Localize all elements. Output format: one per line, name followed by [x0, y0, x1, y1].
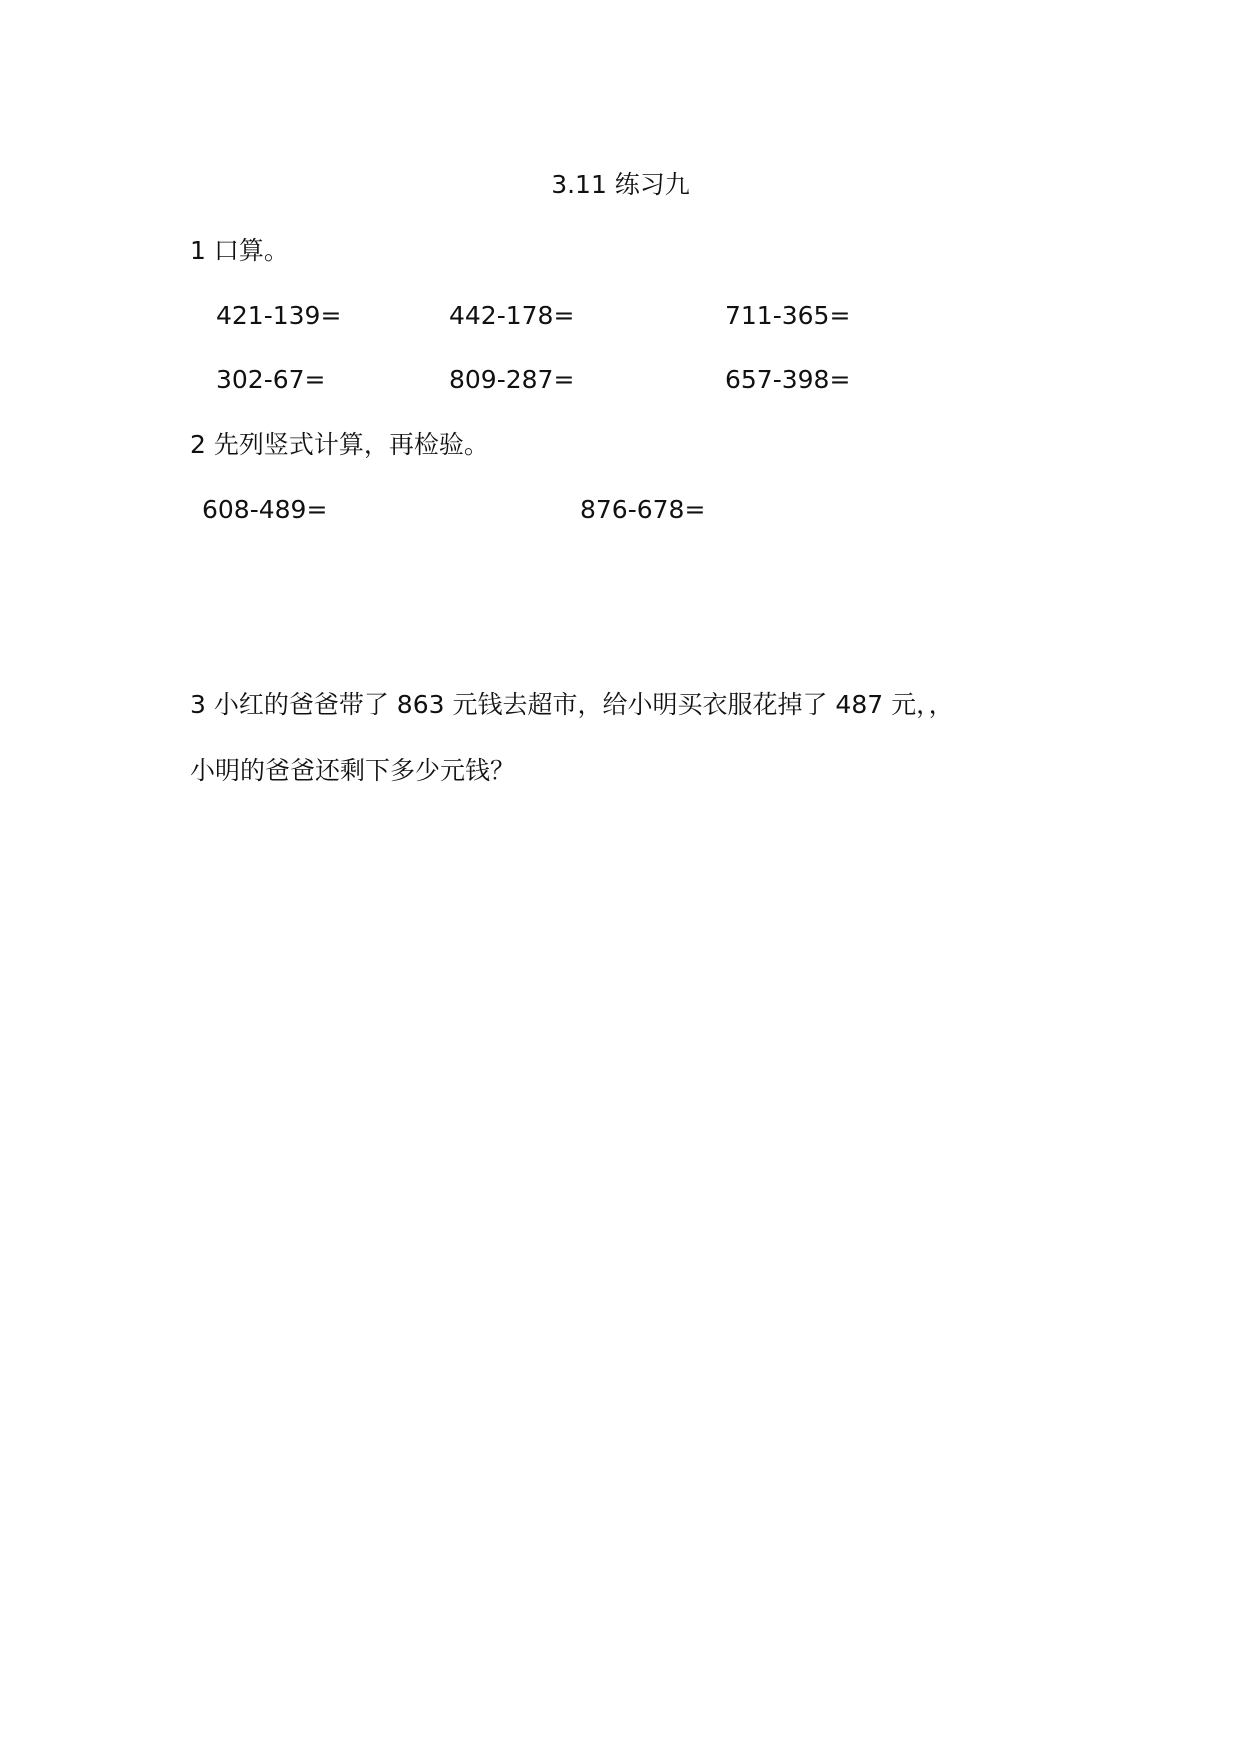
section-1-heading: 1 口算。	[190, 236, 289, 265]
oral-problem: 657-398=	[725, 365, 851, 394]
section-2-heading: 2 先列竖式计算，再检验。	[190, 430, 489, 459]
oral-problem: 442-178=	[449, 301, 575, 330]
word-problem-line-2: 小明的爸爸还剩下多少元钱？	[190, 756, 516, 785]
vertical-calc-problem: 876-678=	[580, 495, 706, 524]
oral-problem: 421-139=	[216, 301, 342, 330]
oral-problem: 302-67=	[216, 365, 326, 394]
oral-problem: 809-287=	[449, 365, 575, 394]
oral-problem: 711-365=	[725, 301, 851, 330]
page-title: 3.11 练习九	[551, 170, 690, 199]
word-problem-line-1: 3 小红的爸爸带了 863 元钱去超市，给小明买衣服花掉了 487 元，，	[190, 690, 954, 719]
vertical-calc-problem: 608-489=	[202, 495, 328, 524]
